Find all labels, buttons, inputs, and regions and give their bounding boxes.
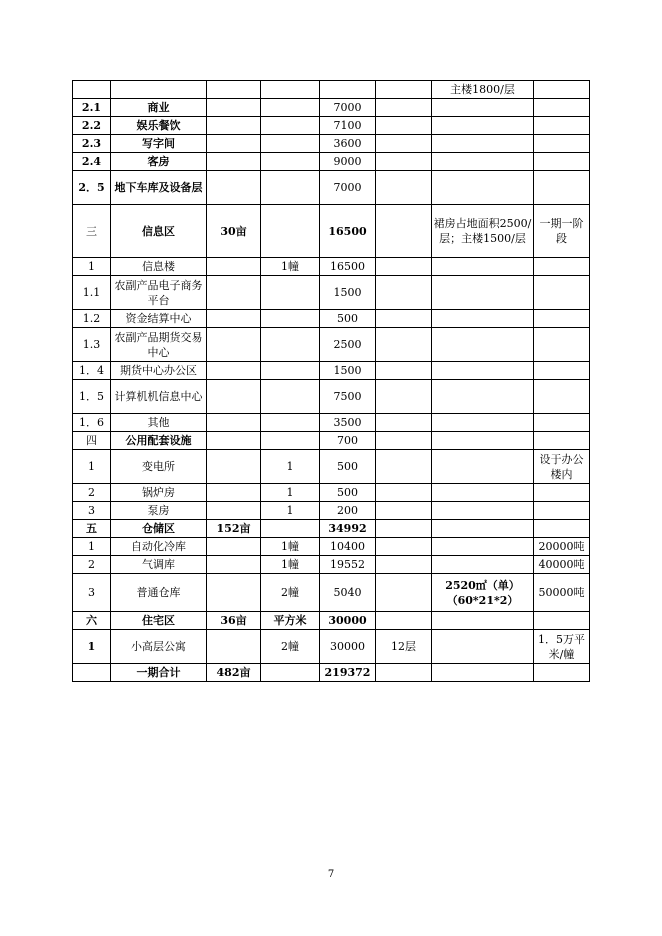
cell-note <box>534 502 590 520</box>
cell-remark <box>432 258 534 276</box>
cell-index: 1 <box>73 630 111 664</box>
table-row <box>73 362 590 380</box>
cell-index: 四 <box>73 432 111 450</box>
cell-index: 三 <box>73 205 111 258</box>
cell-quantity <box>261 664 320 682</box>
cell-remark: 裙房占地面积2500/层；主楼1500/层 <box>432 205 534 258</box>
cell-index: 3 <box>73 574 111 612</box>
cell-note: 一期一阶段 <box>534 205 590 258</box>
cell-note: 50000吨 <box>534 574 590 612</box>
cell-item: 信息区 <box>111 205 207 258</box>
cell-note: 40000吨 <box>534 556 590 574</box>
cell-item: 商业 <box>111 99 207 117</box>
cell-floors <box>376 502 432 520</box>
cell-quantity <box>261 362 320 380</box>
table-row <box>73 538 590 556</box>
cell-index: 1 <box>73 258 111 276</box>
table-row <box>73 664 590 682</box>
cell-floors <box>376 81 432 99</box>
cell-remark <box>432 520 534 538</box>
cell-note <box>534 81 590 99</box>
cell-floor-area: 1500 <box>320 362 376 380</box>
cell-note <box>534 414 590 432</box>
cell-note <box>534 432 590 450</box>
cell-index: 1．6 <box>73 414 111 432</box>
cell-index: 1 <box>73 450 111 484</box>
cell-land-area: 152亩 <box>207 520 261 538</box>
cell-index: 1 <box>73 538 111 556</box>
cell-land-area <box>207 556 261 574</box>
cell-note <box>534 276 590 310</box>
cell-remark <box>432 328 534 362</box>
cell-quantity <box>261 432 320 450</box>
cell-floors <box>376 276 432 310</box>
cell-index: 2 <box>73 556 111 574</box>
cell-item: 变电所 <box>111 450 207 484</box>
cell-remark <box>432 450 534 484</box>
cell-note: 设于办公楼内 <box>534 450 590 484</box>
cell-index <box>73 81 111 99</box>
table-row <box>73 81 590 99</box>
cell-land-area <box>207 153 261 171</box>
cell-note: 20000吨 <box>534 538 590 556</box>
cell-remark <box>432 612 534 630</box>
table-row <box>73 117 590 135</box>
cell-quantity <box>261 276 320 310</box>
cell-floor-area: 219372 <box>320 664 376 682</box>
cell-item: 住宅区 <box>111 612 207 630</box>
project-area-table <box>72 80 590 682</box>
table-row <box>73 276 590 310</box>
cell-remark <box>432 135 534 153</box>
cell-remark <box>432 310 534 328</box>
cell-quantity <box>261 135 320 153</box>
table-row <box>73 205 590 258</box>
cell-item: 娱乐餐饮 <box>111 117 207 135</box>
cell-item: 公用配套设施 <box>111 432 207 450</box>
table-body <box>73 81 590 682</box>
cell-floors <box>376 117 432 135</box>
cell-quantity <box>261 310 320 328</box>
cell-floors: 12层 <box>376 630 432 664</box>
cell-item: 信息楼 <box>111 258 207 276</box>
cell-floor-area: 9000 <box>320 153 376 171</box>
cell-index: 1.1 <box>73 276 111 310</box>
cell-item: 客房 <box>111 153 207 171</box>
cell-floors <box>376 414 432 432</box>
cell-land-area: 30亩 <box>207 205 261 258</box>
table-row <box>73 380 590 414</box>
table-row <box>73 432 590 450</box>
cell-floor-area: 500 <box>320 450 376 484</box>
cell-item: 写字间 <box>111 135 207 153</box>
cell-remark <box>432 502 534 520</box>
cell-land-area <box>207 81 261 99</box>
cell-land-area <box>207 432 261 450</box>
cell-floor-area: 16500 <box>320 258 376 276</box>
cell-remark <box>432 630 534 664</box>
cell-floor-area: 200 <box>320 502 376 520</box>
cell-land-area: 36亩 <box>207 612 261 630</box>
table-row <box>73 328 590 362</box>
cell-item <box>111 81 207 99</box>
cell-floor-area: 30000 <box>320 612 376 630</box>
cell-remark <box>432 117 534 135</box>
page-number: 7 <box>327 869 335 880</box>
table-row <box>73 630 590 664</box>
table-row <box>73 574 590 612</box>
cell-floor-area: 30000 <box>320 630 376 664</box>
cell-item: 地下车库及设备层 <box>111 171 207 205</box>
cell-index: 六 <box>73 612 111 630</box>
cell-quantity <box>261 99 320 117</box>
cell-floor-area: 19552 <box>320 556 376 574</box>
cell-item: 一期合计 <box>111 664 207 682</box>
cell-note: 1．5万平米/幢 <box>534 630 590 664</box>
table-row <box>73 153 590 171</box>
cell-floors <box>376 664 432 682</box>
table-row <box>73 171 590 205</box>
cell-quantity: 平方米 <box>261 612 320 630</box>
cell-index: 2.1 <box>73 99 111 117</box>
table-row <box>73 556 590 574</box>
cell-floor-area: 2500 <box>320 328 376 362</box>
cell-quantity: 1 <box>261 502 320 520</box>
cell-index: 五 <box>73 520 111 538</box>
cell-floor-area: 3600 <box>320 135 376 153</box>
cell-note <box>534 310 590 328</box>
cell-floors <box>376 205 432 258</box>
cell-remark <box>432 538 534 556</box>
table-row <box>73 310 590 328</box>
cell-remark: 2520㎡（单）（60*21*2） <box>432 574 534 612</box>
cell-floor-area: 5040 <box>320 574 376 612</box>
cell-item: 农副产品电子商务平台 <box>111 276 207 310</box>
cell-quantity <box>261 153 320 171</box>
cell-remark <box>432 276 534 310</box>
table-row <box>73 484 590 502</box>
cell-remark <box>432 362 534 380</box>
table-row <box>73 502 590 520</box>
cell-land-area <box>207 380 261 414</box>
cell-floor-area: 500 <box>320 310 376 328</box>
cell-floor-area: 500 <box>320 484 376 502</box>
cell-land-area <box>207 574 261 612</box>
cell-item: 自动化冷库 <box>111 538 207 556</box>
cell-floors <box>376 171 432 205</box>
cell-index: 1．5 <box>73 380 111 414</box>
cell-quantity: 2幢 <box>261 630 320 664</box>
cell-index: 1.3 <box>73 328 111 362</box>
cell-note <box>534 258 590 276</box>
cell-quantity: 1幢 <box>261 258 320 276</box>
cell-quantity <box>261 205 320 258</box>
cell-remark <box>432 153 534 171</box>
cell-note <box>534 135 590 153</box>
cell-item: 泵房 <box>111 502 207 520</box>
cell-item: 普通仓库 <box>111 574 207 612</box>
cell-quantity <box>261 414 320 432</box>
table-row <box>73 99 590 117</box>
cell-index: 1．4 <box>73 362 111 380</box>
cell-floor-area: 16500 <box>320 205 376 258</box>
cell-land-area <box>207 258 261 276</box>
cell-item: 计算机机信息中心 <box>111 380 207 414</box>
cell-quantity: 1幢 <box>261 556 320 574</box>
cell-floor-area: 700 <box>320 432 376 450</box>
cell-land-area <box>207 502 261 520</box>
cell-land-area <box>207 414 261 432</box>
cell-floors <box>376 612 432 630</box>
cell-floors <box>376 556 432 574</box>
cell-remark <box>432 432 534 450</box>
cell-floors <box>376 538 432 556</box>
cell-remark <box>432 99 534 117</box>
cell-note <box>534 520 590 538</box>
cell-index: 2．5 <box>73 171 111 205</box>
cell-note <box>534 484 590 502</box>
cell-quantity: 1 <box>261 450 320 484</box>
cell-floor-area: 7100 <box>320 117 376 135</box>
cell-note <box>534 99 590 117</box>
cell-quantity: 1幢 <box>261 538 320 556</box>
cell-floors <box>376 362 432 380</box>
cell-land-area <box>207 450 261 484</box>
cell-floors <box>376 574 432 612</box>
cell-floor-area: 1500 <box>320 276 376 310</box>
cell-note <box>534 612 590 630</box>
cell-land-area <box>207 99 261 117</box>
cell-note <box>534 117 590 135</box>
cell-floors <box>376 258 432 276</box>
cell-index: 2.4 <box>73 153 111 171</box>
cell-floors <box>376 99 432 117</box>
cell-quantity <box>261 520 320 538</box>
cell-quantity: 1 <box>261 484 320 502</box>
cell-item: 其他 <box>111 414 207 432</box>
table-row <box>73 258 590 276</box>
cell-remark <box>432 380 534 414</box>
cell-note <box>534 664 590 682</box>
cell-index: 2 <box>73 484 111 502</box>
cell-remark <box>432 664 534 682</box>
table-row <box>73 612 590 630</box>
cell-index: 1.2 <box>73 310 111 328</box>
cell-index <box>73 664 111 682</box>
cell-remark <box>432 414 534 432</box>
cell-index: 3 <box>73 502 111 520</box>
cell-note <box>534 171 590 205</box>
cell-land-area <box>207 484 261 502</box>
cell-floors <box>376 380 432 414</box>
cell-quantity <box>261 380 320 414</box>
cell-quantity <box>261 328 320 362</box>
cell-note <box>534 328 590 362</box>
table-row <box>73 520 590 538</box>
cell-land-area <box>207 538 261 556</box>
cell-quantity <box>261 117 320 135</box>
cell-floor-area: 7000 <box>320 99 376 117</box>
cell-floors <box>376 153 432 171</box>
cell-land-area <box>207 310 261 328</box>
cell-land-area <box>207 171 261 205</box>
cell-land-area: 482亩 <box>207 664 261 682</box>
cell-note <box>534 153 590 171</box>
cell-remark <box>432 484 534 502</box>
cell-item: 期货中心办公区 <box>111 362 207 380</box>
cell-floor-area <box>320 81 376 99</box>
cell-remark: 主楼1800/层 <box>432 81 534 99</box>
cell-land-area <box>207 362 261 380</box>
cell-note <box>534 380 590 414</box>
cell-floors <box>376 135 432 153</box>
cell-note <box>534 362 590 380</box>
cell-item: 小高层公寓 <box>111 630 207 664</box>
cell-floors <box>376 328 432 362</box>
cell-floor-area: 34992 <box>320 520 376 538</box>
cell-floors <box>376 484 432 502</box>
cell-floor-area: 3500 <box>320 414 376 432</box>
cell-floor-area: 7500 <box>320 380 376 414</box>
cell-land-area <box>207 328 261 362</box>
cell-floor-area: 10400 <box>320 538 376 556</box>
cell-item: 农副产品期货交易中心 <box>111 328 207 362</box>
cell-floors <box>376 450 432 484</box>
cell-index: 2.3 <box>73 135 111 153</box>
cell-land-area <box>207 135 261 153</box>
cell-floor-area: 7000 <box>320 171 376 205</box>
cell-quantity <box>261 171 320 205</box>
cell-floors <box>376 520 432 538</box>
cell-quantity: 2幢 <box>261 574 320 612</box>
cell-remark <box>432 556 534 574</box>
cell-item: 气调库 <box>111 556 207 574</box>
cell-quantity <box>261 81 320 99</box>
table-row <box>73 414 590 432</box>
cell-remark <box>432 171 534 205</box>
cell-index: 2.2 <box>73 117 111 135</box>
cell-floors <box>376 432 432 450</box>
cell-floors <box>376 310 432 328</box>
cell-item: 锅炉房 <box>111 484 207 502</box>
table-row <box>73 135 590 153</box>
cell-land-area <box>207 276 261 310</box>
cell-land-area <box>207 630 261 664</box>
cell-item: 资金结算中心 <box>111 310 207 328</box>
table-row <box>73 450 590 484</box>
cell-land-area <box>207 117 261 135</box>
cell-item: 仓储区 <box>111 520 207 538</box>
